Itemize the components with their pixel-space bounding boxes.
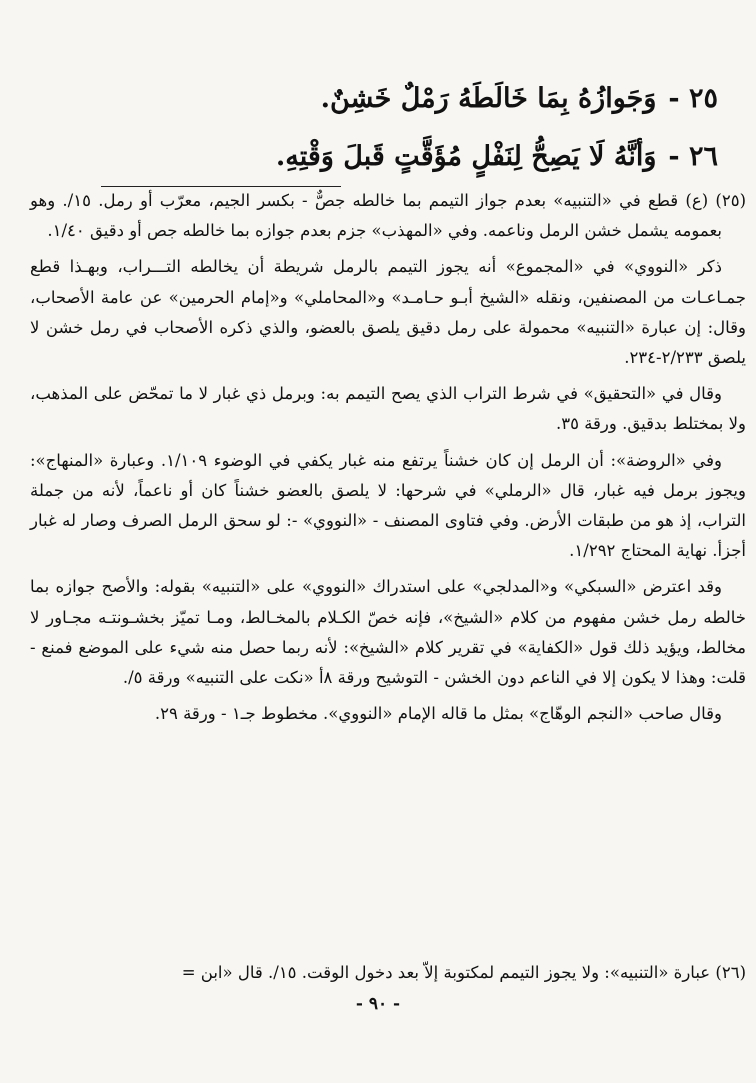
- footnotes: [30, 186, 746, 735]
- poem-line-number: ٢٦ -: [668, 141, 718, 172]
- poem-line-text: وَأنَّهُ لَا يَصِحُّ لِنَفْلٍ مُؤَقَّتٍ قَبلَ وَقْتِهِ.: [275, 141, 657, 172]
- page-number: - ٩٠ -: [355, 994, 401, 1014]
- footnote-paragraph: ذكر «النووي» في «المجموع» أنه يجوز التيمم بالرمل شريطة أن يخالطه التـــراب، وبهـذا قطع جمـاعـات من المصنفين، ونقله «الشيخ أبـو حـامـد» و«المحاملي» و«إمام الحرمين» عن عامة الأصحاب، وقال: إن عبارة «التنبيه» محمولة على رمل دقيق يلصق بالعضو، والذي ذكره الأصحاب في رمل خشن لا يلصق ٢/٢٣٣-٢٣٤.: [30, 257, 746, 368]
- poem-line-25: [38, 84, 718, 114]
- poem-line-text: وَجَوازُهُ بِمَا خَالَطَهُ رَمْلٌ خَشِنٌ.: [320, 83, 657, 114]
- footnote-paragraph: وقال في «التحقيق» في شرط التراب الذي يصح التيمم به: وبرمل ذي غبار لا ما تمحّض على المذهب، ولا بمختلط بدقيق. ورقة ٣٥.: [30, 384, 746, 434]
- footnote-25: (٢٥) (ع) قطع في «التنبيه» بعدم جواز التيمم بما خالطه جصٌّ - بكسر الجيم، معرّب أو رمل. ١٥/. وهو بعمومه يشمل خشن الرمل وناعمه. وفي «المهذب» جزم بعدم جوازه بما خالطه جص أو دقيق ١/٤٠.: [30, 191, 746, 241]
- footnote-26: (٢٦) عبارة «التنبيه»: ولا يجوز التيمم لمكتوبة إلاّ بعد دخول الوقت. ١٥/. قال «ابن =: [181, 963, 746, 982]
- footnote-paragraph: وفي «الروضة»: أن الرمل إن كان خشناً يرتفع منه غبار يكفي في الوضوء ١/١٠٩. وعبارة «المنهاج»: ويجوز برمل فيه غبار، قال «الرملي» في شرحها: لا يلصق بالعضو خشناً كان أو ناعماً، لأنه من جملة التراب، إذ هو من طبقات الأرض. وفي فتاوى المصنف - «النووي» -: لو سحق الرمل الصرف وصار له غبار أجزأ. نهاية المحتاج ١/٢٩٢.: [30, 450, 746, 561]
- poem-line-26: [38, 142, 718, 172]
- footnote-paragraph: وقال صاحب «النجم الوهّاج» بمثل ما قاله الإمام «النووي». مخطوط جـ١ - ورقة ٢٩.: [154, 704, 722, 724]
- footnote-paragraph: وقد اعترض «السبكي» و«المدلجي» على استدراك «النووي» على «التنبيه» بقوله: والأصح جوازه بما خالطه رمل خشن مفهوم من كلام «الشيخ»، فإنه خصّ الكـلام بالمخـالط، ومـا تميّز بخشـونتـه مجـاور لا مخالط، ويؤيد ذلك قول «الكفاية» في تقرير كلام «الشيخ»: لأنه ربما حصل منه شيء على الموضع فمنع - قلت: وهذا لا يكون إلا في الناعم دون الخشن - التوشيح ورقة ٨أ «نكت على التنبيه» ورقة ٥/.: [30, 577, 746, 688]
- poem-line-number: ٢٥ -: [668, 83, 718, 114]
